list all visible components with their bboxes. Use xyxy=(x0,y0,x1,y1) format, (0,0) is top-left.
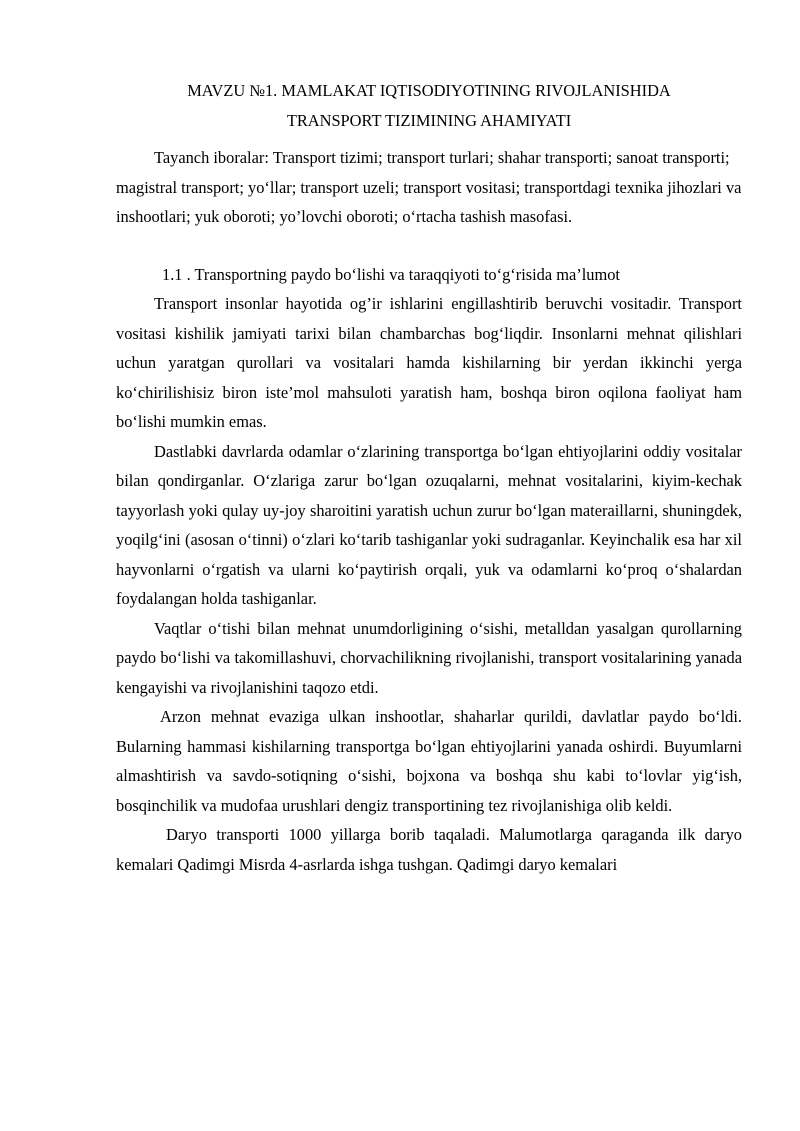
body-paragraph-1: Transport insonlar hayotida og’ir ishlarini engillashtirib beruvchi vositadir. Transport vositasi kishilik jamiyati tarixi bilan chambarchas bog‘liqdir. Insonlarni mehnat qilishlari uchun yaratgan qurollari va vositalari hamda kishilarning bir yerdan ikkinchi yerga ko‘chirilishisiz biron iste’mol mahsuloti yaratish ham, boshqa biron oqilona faoliyat ham bo‘lishi mumkin emas. xyxy=(116,294,742,431)
section-heading: 1.1 . Transportning paydo bo‘lishi va taraqqiyoti to‘g‘risida ma’lumot xyxy=(162,264,620,284)
keywords-paragraph: Tayanch iboralar: Transport tizimi; transport turlari; shahar transporti; sanoat transporti; magistral transport; yo‘llar; transport uzeli; transport vositasi; transportdagi texnika jihozlari va inshootlari; yuk oboroti; yo’lovchi oboroti; o‘rtacha tashish masofasi. xyxy=(116,148,742,226)
title-line-1: MAVZU №1. MAMLAKAT IQTISODIYOTINING RIVOJLANISHIDA xyxy=(187,81,671,100)
body-paragraph-5: Daryo transporti 1000 yillarga borib taqaladi. Malumotlarga qaraganda ilk daryo kemalari Qadimgi Misrda 4-asrlarda ishga tushgan. Qadimgi daryo kemalari xyxy=(116,825,742,874)
document-title xyxy=(116,76,742,135)
title-line-2: TRANSPORT TIZIMINING AHAMIYATI xyxy=(286,110,572,130)
body-paragraph-2: Dastlabki davrlarda odamlar o‘zlarining transportga bo‘lgan ehtiyojlarini oddiy vositalar bilan qondirganlar. O‘zlariga zarur bo‘lgan ozuqalarni, mehnat vositalarini, kiyim-kechak tayyorlash yoki qulay uy-joy sharoitini yaratish uchun zurur bo‘lgan materaillarni, shuningdek, yoqilg‘ini (asosan o‘tinni) o‘zlari ko‘tarib tashiganlar yoki sudraganlar. Keyinchalik esa har xil hayvonlarni o‘rgatish va ularni ko‘paytirish orqali, yuk va odamlarni ko‘proq o‘shalardan foydalangan holda tashiganlar. xyxy=(116,441,742,608)
body-paragraph-4: Arzon mehnat evaziga ulkan inshootlar, shaharlar qurildi, davlatlar paydo bo‘ldi. Bularning hammasi kishilarning transportga bo‘lgan ehtiyojlarini yanada oshirdi. Buyumlarni almashtirish va savdo-sotiqning o‘sishi, bojxona va boshqa shu kabi to‘lovlar yig‘ish, bosqinchilik va mudofaa urushlari dengiz transportining tez rivojlanishiga olib keldi. xyxy=(116,707,742,815)
body-paragraph-3: Vaqtlar o‘tishi bilan mehnat unumdorligining o‘sishi, metalldan yasalgan qurollarning paydo bo‘lishi va takomillashuvi, chorvachilikning rivojlanishi, transport vositalarining yanada kengayishi va rivojlanishini taqozo etdi. xyxy=(116,618,742,697)
document-page xyxy=(116,76,742,879)
